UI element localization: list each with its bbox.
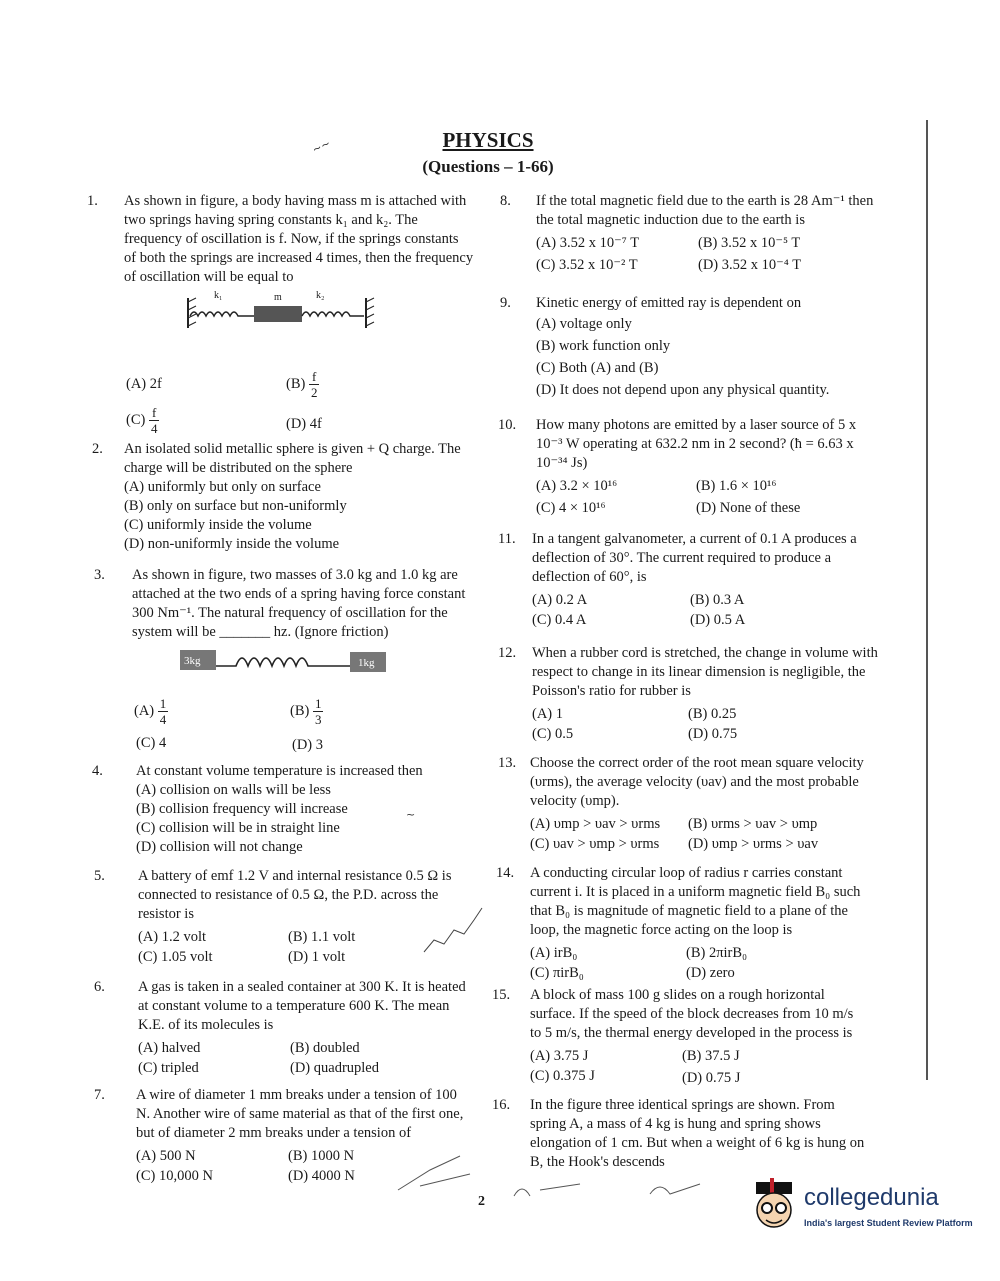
question-text: An isolated solid metallic sphere is given + Q charge. The charge will be distributed on the sphere [124, 441, 461, 476]
spring-mass-figure [184, 288, 404, 334]
option-a[interactable]: (A) halved [138, 1040, 201, 1056]
option-c[interactable]: (C) collision will be in straight line [136, 820, 340, 836]
option-a[interactable]: (A) υmp > υav > υrms [530, 816, 661, 832]
two-mass-spring-figure [178, 646, 398, 676]
option-d[interactable]: (D) None of these [696, 500, 801, 516]
question-number: 5. [94, 868, 105, 884]
question-number: 1. [87, 193, 98, 209]
k2-label: k₂ [316, 290, 325, 301]
logo-mascot-icon [748, 1178, 802, 1234]
question-3 [94, 566, 472, 753]
option-b[interactable]: (B) 37.5 J [682, 1048, 740, 1064]
handwritten-note: ~ [406, 808, 416, 821]
question-number: 14. [496, 865, 515, 881]
options [536, 477, 886, 517]
question-number: 13. [498, 755, 517, 771]
question-number: 8. [500, 193, 511, 209]
options [532, 705, 882, 745]
option-a[interactable]: (A) irB₀ [530, 945, 578, 961]
option-c[interactable]: (C) 0.375 J [530, 1068, 595, 1084]
option-c[interactable]: (C) uniformly inside the volume [124, 517, 312, 533]
option-c[interactable]: (C) 10,000 N [136, 1168, 213, 1184]
option-c[interactable]: (C) υav > υmp > υrms [530, 836, 660, 852]
option-b[interactable]: (B) 3.52 x 10⁻⁵ T [698, 235, 801, 251]
question-text: A battery of emf 1.2 V and internal resistance 0.5 Ω is connected to resistance of 0.5 Ω, the P.D. across the resistor is [138, 868, 452, 922]
question-16 [492, 1096, 870, 1172]
option-d[interactable]: (D) zero [686, 965, 735, 981]
page-subtitle: (Questions – 1-66) [422, 157, 554, 176]
option-d[interactable]: (D) 1 volt [288, 949, 346, 965]
option-c[interactable]: (C) Both (A) and (B) [536, 360, 659, 376]
option-b[interactable]: (B) only on surface but non-uniformly [124, 498, 347, 514]
question-15 [492, 986, 866, 1087]
question-text: In a tangent galvanometer, a current of 0.1 A produces a deflection of 30°. The current required to produce a deflection of 60°, is [532, 531, 857, 585]
option-c[interactable]: (C) 0.5 [532, 726, 574, 742]
question-number: 9. [500, 295, 511, 311]
option-a[interactable]: (A) 3.52 x 10⁻⁷ T [536, 235, 640, 251]
option-b[interactable]: (B) work function only [536, 338, 671, 354]
option-a[interactable]: (A) uniformly but only on surface [124, 479, 321, 495]
option-b[interactable]: (B) 1000 N [288, 1148, 355, 1164]
margin-line [926, 120, 928, 1080]
question-number: 12. [498, 645, 517, 661]
option-a[interactable]: (A) voltage only [536, 316, 632, 332]
handwritten-circuit-sketch [420, 900, 490, 960]
question-text: Choose the correct order of the root mean square velocity (υrms), the average velocity (υav) and the most probable velocity (υmp). [530, 755, 864, 809]
option-a[interactable]: (A) 1 [532, 706, 564, 722]
option-a[interactable]: (A) 0.2 A [532, 592, 588, 608]
question-number: 15. [492, 987, 511, 1003]
option-b[interactable]: (B) $\frac{1}{3}$ [290, 696, 322, 727]
option-d[interactable]: (D) 0.75 J [682, 1070, 741, 1086]
question-text: How many photons are emitted by a laser source of 5 x 10⁻³ W operating at 632.2 nm in 2 second? (ħ = 6.63 x 10⁻³⁴ Js) [536, 417, 857, 471]
question-8 [500, 192, 886, 274]
handwritten-note: ~~ [310, 136, 333, 157]
question-number: 4. [92, 763, 103, 779]
option-c[interactable]: (C) 3.52 x 10⁻² T [536, 257, 638, 273]
option-c[interactable]: (C) 0.4 A [532, 612, 587, 628]
option-d[interactable]: (D) 4f [286, 416, 322, 432]
question-number: 7. [94, 1087, 105, 1103]
page-title: PHYSICS [442, 128, 534, 152]
question-text: As shown in figure, a body having mass m is attached with two springs having spring constants k₁ and k₂. The frequency of oscillation is f. Now, if the springs constants of both the springs are increased 4 times, then the frequency of oscillation will be equal to [124, 193, 474, 285]
question-text: As shown in figure, two masses of 3.0 kg and 1.0 kg are attached at the two ends of a spring having force constant 300 Nm⁻¹. The natural frequency of oscillation for the system will be _______ hz. (Ignore friction) [132, 567, 466, 640]
question-number: 16. [492, 1097, 511, 1113]
option-a[interactable]: (A) collision on walls will be less [136, 782, 331, 798]
question-1 [87, 192, 474, 436]
collegedunia-logo[interactable] [748, 1178, 978, 1238]
option-d[interactable]: (D) υmp > υrms > υav [688, 836, 819, 852]
question-number: 6. [94, 979, 105, 995]
options [530, 1047, 866, 1087]
option-c[interactable]: (C) 4 × 10¹⁶ [536, 500, 606, 516]
question-14 [496, 864, 874, 984]
option-c[interactable]: (C) πirB₀ [530, 965, 584, 981]
question-number: 10. [498, 417, 517, 433]
question-13 [498, 754, 880, 855]
question-6 [94, 978, 473, 1079]
logo-tagline: India's largest Student Review Platform [804, 1218, 973, 1228]
option-d[interactable]: (D) 0.5 A [690, 612, 746, 628]
question-text: Kinetic energy of emitted ray is dependent on [536, 295, 802, 311]
options [124, 369, 474, 445]
option-d[interactable]: (D) quadrupled [290, 1060, 379, 1076]
question-text: When a rubber cord is stretched, the change in volume with respect to change in its linear dimension is negligible, the Poisson's ratio for rubber is [532, 645, 878, 699]
option-d[interactable]: (D) 0.75 [688, 726, 738, 742]
question-number: 11. [498, 531, 516, 547]
question-text: A gas is taken in a sealed container at 300 K. It is heated at constant volume to a temperature 600 K. The mean K.E. of its molecules is [138, 979, 466, 1033]
option-a[interactable]: (A) 500 N [136, 1148, 196, 1164]
options [132, 696, 472, 756]
question-number: 2. [92, 441, 103, 457]
mass-1kg-label: 1kg [358, 657, 375, 669]
options [532, 591, 884, 631]
options [530, 944, 874, 984]
question-10 [498, 416, 886, 517]
option-c[interactable]: (C) $\frac{f}{4}$ [126, 405, 158, 436]
option-a[interactable]: (A) $\frac{1}{4}$ [134, 696, 167, 727]
option-c[interactable]: (C) 1.05 volt [138, 949, 213, 965]
question-12 [498, 644, 882, 745]
option-d[interactable]: (D) 3.52 x 10⁻⁴ T [698, 257, 802, 273]
option-b[interactable]: (B) 0.3 A [690, 592, 745, 608]
k1-label: k₁ [214, 290, 223, 301]
option-b[interactable]: (B) collision frequency will increase [136, 801, 348, 817]
option-b[interactable]: (B) 1.6 × 10¹⁶ [696, 478, 777, 494]
handwritten-working [510, 1170, 740, 1210]
option-b[interactable]: (B) $\frac{f}{2}$ [286, 369, 318, 400]
question-9 [500, 294, 886, 401]
option-b[interactable]: (B) υrms > υav > υmp [688, 816, 818, 832]
option-c[interactable]: (C) tripled [138, 1060, 199, 1076]
question-11 [498, 530, 884, 631]
option-b[interactable]: (B) 1.1 volt [288, 929, 356, 945]
option-a[interactable]: (A) 1.2 volt [138, 929, 207, 945]
question-text: A conducting circular loop of radius r carries constant current i. It is placed in a uniform magnetic field B₀ such that B₀ is magnitude of magnetic field to a plane of the loop, the magnetic force acting on the loop is [530, 865, 861, 938]
options [530, 815, 880, 855]
handwritten-calculation [390, 1140, 490, 1200]
question-number: 3. [94, 567, 105, 583]
question-text: If the total magnetic field due to the earth is 28 Am⁻¹ then the total magnetic induction due to the earth is [536, 193, 874, 228]
option-d[interactable]: (D) collision will not change [136, 839, 303, 855]
question-text: At constant volume temperature is increased then [136, 763, 423, 779]
option-b[interactable]: (B) 2πirB₀ [686, 945, 748, 961]
question-text: A block of mass 100 g slides on a rough horizontal surface. If the speed of the block decreases from 10 m/s to 5 m/s, the thermal energy developed in the process is [530, 987, 854, 1041]
option-d[interactable]: (D) It does not depend upon any physical quantity. [536, 382, 830, 398]
option-c[interactable]: (C) 4 [136, 735, 167, 751]
mass-label: m [274, 292, 282, 303]
option-d[interactable]: (D) non-uniformly inside the volume [124, 536, 340, 552]
option-b[interactable]: (B) 0.25 [688, 706, 737, 722]
option-a[interactable]: (A) 3.75 J [530, 1048, 589, 1064]
options [536, 234, 886, 274]
question-text: In the figure three identical springs are shown. From spring A, a mass of 4 kg is hung and spring shows elongation of 1 cm. But when a weight of 6 kg is hung on B, the Hook's descends [530, 1097, 865, 1170]
mass-3kg-label: 3kg [184, 655, 201, 667]
question-4 [92, 762, 466, 857]
option-d[interactable]: (D) 4000 N [288, 1168, 355, 1184]
option-b[interactable]: (B) doubled [290, 1040, 360, 1056]
option-a[interactable]: (A) 2f [126, 376, 162, 392]
options [138, 1039, 473, 1079]
question-2 [92, 440, 469, 554]
page-number: 2 [478, 1194, 485, 1209]
logo-brand-text: collegedunia [804, 1184, 939, 1211]
option-d[interactable]: (D) 3 [292, 737, 324, 753]
option-a[interactable]: (A) 3.2 × 10¹⁶ [536, 478, 618, 494]
question-text: A wire of diameter 1 mm breaks under a tension of 100 N. Another wire of same material as that of the first one, but of diameter 2 mm breaks under a tension of [136, 1087, 464, 1141]
